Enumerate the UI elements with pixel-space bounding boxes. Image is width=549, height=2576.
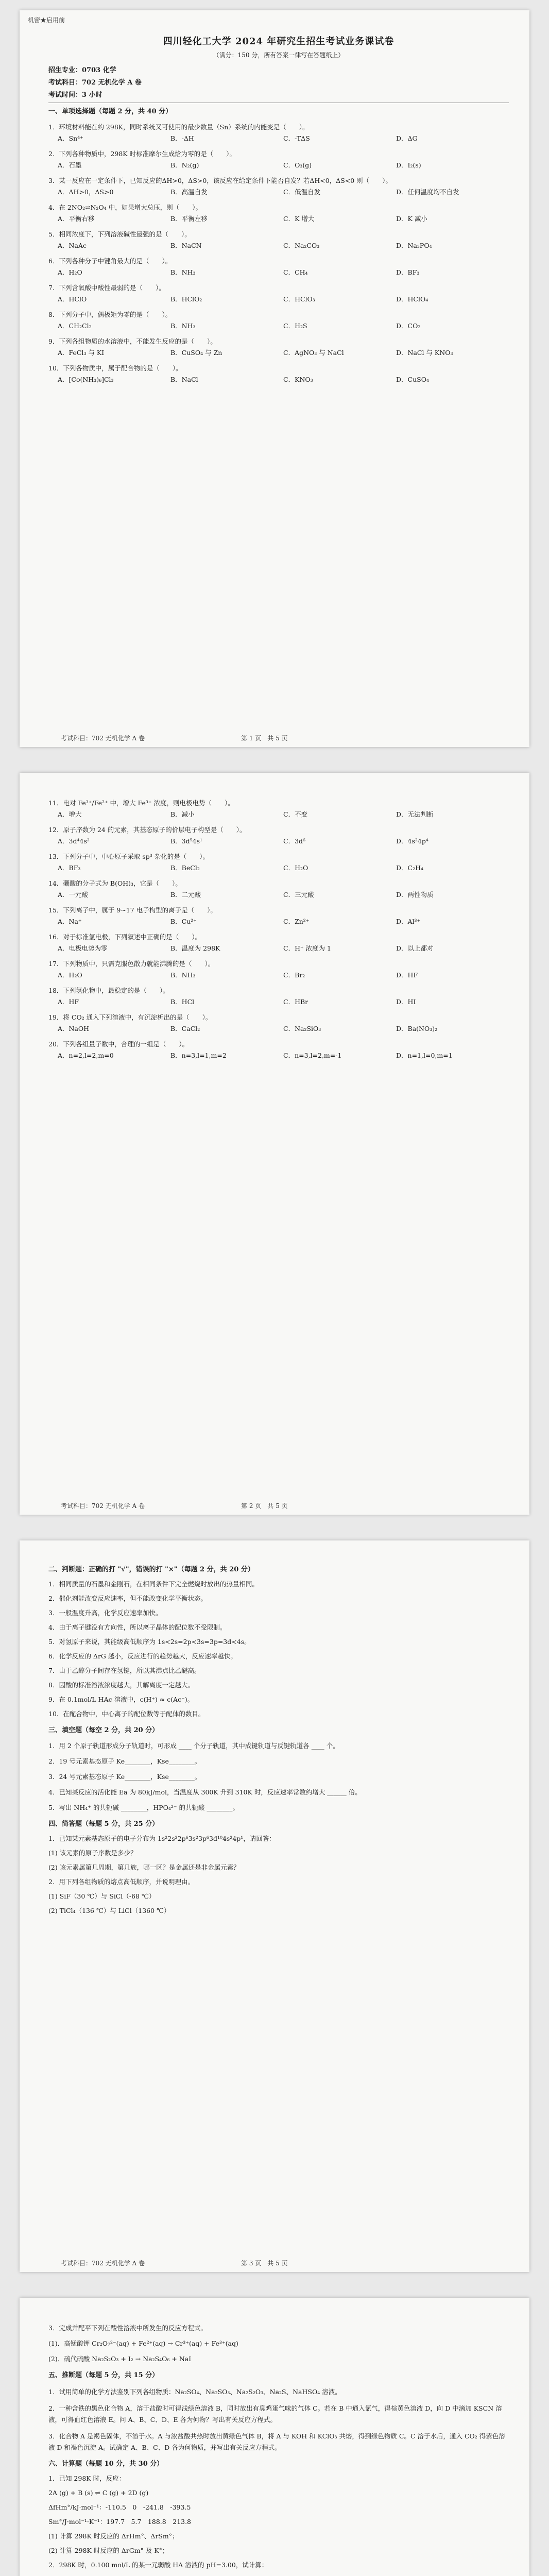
option: C．Br₂ [283,971,305,979]
question-stem: 11．电对 Fe³⁺/Fe²⁺ 中，增大 Fe³⁺ 浓度，则电极电势（ ）。 [48,799,234,807]
calculation-item: Sm°/J·mol⁻¹·K⁻¹：197.7 5.7 188.8 213.8 [48,2518,192,2526]
confidential-header: 机密★启用前 [28,16,65,24]
fill-item: 1．用 2 个原子轨道形成分子轨道时，可形成 ____ 个分子轨道，其中成键轨道与反键轨道各 ____ 个。 [48,1742,339,1750]
option: C．H⁺ 浓度为 1 [283,944,331,952]
judge-item: 3．一般温度升高，化学反应速率加快。 [48,1609,162,1617]
question-stem: 6．下列各种分子中键角最大的是（ ）。 [48,257,172,265]
option: B．高温自发 [170,188,208,196]
option: D．C₂H₄ [396,864,424,872]
option-row [48,1023,509,1035]
fill-item: 4．已知某反应的活化能 Ea 为 80kJ/mol，当温度从 300K 升到 310K 时，反应速率常数约增大 ______ 倍。 [48,1788,362,1796]
judge-list [48,1579,509,1720]
exam-page-4 [20,2298,529,2576]
option: B．HCl [170,998,195,1006]
footer-page-number: 第 2 页 共 5 页 [241,1502,288,1510]
short-answer-item: 2．用下列各组物质的熔点高低顺序，并说明理由。 [48,1878,194,1886]
option-row [48,320,509,332]
option-row [48,1050,509,1061]
short-answer-item: (2) TiCl₄（136 ℃）与 LiCl（1360 ℃） [48,1907,170,1914]
inference-item: 2．一种含铁的黑色化合物 A，溶于盐酸时可得浅绿色溶液 B，同时放出有臭鸡蛋气味的气体 C。若在 B 中通入氯气，得棕黄色溶液 D，向 D 中滴加 KSCN 溶液，可得血红色溶液 E。问 A、B、C、D、E 各为何物？写出有关反应方程式。 [48,2404,502,2424]
question-list [48,122,509,385]
option: A．NaOH [58,1025,90,1032]
option: C．HBr [283,998,308,1006]
option: B．3d⁵4s¹ [170,837,203,845]
option-row [48,347,509,359]
option: C．Na₂SiO₃ [283,1025,321,1032]
option-row [48,294,509,305]
option: B．NaCN [170,242,202,249]
option: C．-TΔS [283,134,310,142]
question-stem: 4．在 2NO₂⇌N₂O₄ 中，如果增大总压，则（ ）。 [48,204,202,211]
equation-item: (2)．硫代硫酸 Na₂S₂O₃ + I₂ → Na₂S₄O₆ + NaI [48,2355,192,2363]
question-stem: 7．下列含氧酸中酸性最弱的是（ ）。 [48,284,165,292]
option: A．H₂O [58,971,82,979]
question-stem: 17．下列物质中，只需克服色散力就能沸腾的是（ ）。 [48,960,215,968]
inference-item: 1．试用简单的化学方法鉴别下列各组物质：Na₂SO₄、Na₂SO₃、Na₂S₂O₃、Na₂S、NaHSO₄ 溶液。 [48,2388,341,2396]
option: A．NaAc [58,242,87,249]
footer-page-number: 第 1 页 共 5 页 [241,735,288,742]
option-row [48,889,509,901]
option: D．CuSO₄ [396,376,429,383]
option: D．两性物质 [396,891,434,899]
option: A．ΔH>0，ΔS>0 [58,188,114,196]
question-list [48,2323,509,2365]
exam-page-1 [20,10,529,747]
judge-item: 1．相同质量的石墨和金刚石，在相同条件下完全燃烧时放出的热量相同。 [48,1580,259,1588]
option-row [48,836,509,847]
option: B．BeCl₂ [170,864,200,872]
option: C．KNO₃ [283,376,313,383]
option-row [48,267,509,278]
judge-item: 8．因酸的标准溶液浓度越大，其解离度一定越大。 [48,1681,194,1689]
option: C．CH₄ [283,268,308,276]
equation-item: (1)．高锰酸钾 Cr₂O₇²⁻(aq) + Fe²⁺(aq) → Cr³⁺(aq) + Fe³⁺(aq) [48,2340,238,2347]
option: C．三元酸 [283,891,314,899]
question-stem: 20．下列各组量子数中，合理的一组是（ ）。 [48,1040,189,1048]
option: B．温度为 298K [170,944,220,952]
option: A．平衡右移 [58,215,95,223]
calculation-item: 2A (g) + B (s) ⇌ C (g) + 2D (g) [48,2489,149,2497]
option: D．BF₃ [396,268,420,276]
option: D．4s²4p⁴ [396,837,428,845]
option: A．3d⁴4s² [58,837,90,845]
exam-note: （满分：150 分，所有答案一律写在答题纸上） [213,52,345,59]
question-stem: 16．对于标准氢电极，下列叙述中正确的是（ ）。 [48,933,202,941]
option: B．HClO₂ [170,295,202,303]
option: A．Sn⁴⁺ [58,134,83,142]
option: D．n=1,l=0,m=1 [396,1052,453,1059]
question-stem: 8．下列分子中，偶极矩为零的是（ ）。 [48,311,172,318]
judge-item: 9．在 0.1mol/L HAc 溶液中，c(H⁺) ≈ c(Ac⁻)。 [48,1696,194,1703]
option: C．Zn²⁺ [283,918,310,925]
question-stem: 10．下列各物质中，属于配合物的是（ ）。 [48,364,182,372]
calculation-item [48,2574,509,2576]
judge-item: 4．由于离子键没有方向性，所以离子晶体的配位数不受限制。 [48,1623,227,1631]
short-answer-item: 1．已知某元素基态原子的电子分布为 1s²2s²2p⁶3s²3p⁶3d¹⁰4s²4p¹，请回答： [48,1835,276,1842]
option: D．K 减小 [396,215,427,223]
option: A．[Co(NH₃)₆]Cl₃ [58,376,114,383]
option: B．平衡左移 [170,215,208,223]
option: A．FeCl₃ 与 KI [58,349,105,357]
short-answer-item: (1) 该元素的原子序数是多少？ [48,1849,137,1857]
option: A．石墨 [58,161,82,169]
section-heading: 四、简答题（每题 5 分，共 25 分） [48,1820,159,1828]
footer-subject: 考试科目：702 无机化学 A 卷 [61,2260,145,2267]
option: A．Na⁺ [58,918,82,925]
exam-page-2 [20,773,529,1515]
option-row [48,862,509,874]
option: B．Cu²⁺ [170,918,197,925]
option: C．H₂S [283,322,307,330]
option: B．-ΔH [170,134,194,142]
option: A．一元酸 [58,891,89,899]
judge-item: 10．在配合物中，中心离子的配位数等于配体的数目。 [48,1710,205,1718]
option: D．HI [396,998,416,1006]
option-row [48,133,509,144]
fill-item: 5．写出 NH₄⁺ 的共轭碱 ________，HPO₄²⁻ 的共轭酸 ________。 [48,1804,239,1811]
calculation-item: 1．已知 298K 时，反应： [48,2475,126,2482]
footer-subject: 考试科目：702 无机化学 A 卷 [61,1502,145,1510]
option-row [48,916,509,927]
judge-item: 7．由于乙醇分子间存在氢键，所以其沸点比乙醚高。 [48,1667,201,1674]
section-heading: 六、计算题（每题 10 分，共 30 分） [48,2460,164,2468]
question-stem: 3．某一反应在一定条件下，已知反应的ΔH>0，ΔS>0，该反应在给定条件下能否自发？若ΔH<0，ΔS<0 则（ ）。 [48,177,392,184]
question-stem: 15．下列离子中，属于 9~17 电子构型的离子是（ ）。 [48,906,217,914]
option: D．Na₃PO₄ [396,242,432,249]
option: C．Na₂CO₃ [283,242,320,249]
exam-page-3 [20,1540,529,2272]
calculation-item: (1) 计算 298K 时反应的 ΔrHm°、ΔrSm°； [48,2532,179,2540]
option: B．NH₃ [170,971,196,979]
equation-item: 3．完成并配平下列在酸性溶液中所发生的反应方程式。 [48,2324,207,2332]
option: A．H₂O [58,268,82,276]
exam-subject: 考试科目：702 无机化学 A 卷 [48,79,142,87]
option: D．CO₂ [396,322,421,330]
footer-subject: 考试科目：702 无机化学 A 卷 [61,735,145,742]
option-row [48,970,509,981]
calculation-item: (2) 计算 298K 时反应的 ΔrGm° 及 K°； [48,2547,169,2554]
option-row [48,809,509,820]
question-stem: 18．下列氢化物中，最稳定的是（ ）。 [48,987,169,994]
option-row [48,240,509,251]
option: B．NaCl [170,376,198,383]
option: A．HF [58,998,79,1006]
option: B．CuSO₄ 与 Zn [170,349,222,357]
short-answer-list [48,1833,509,1917]
section-heading: 五、推断题（每题 5 分，共 15 分） [48,2371,159,2379]
option-row [48,943,509,954]
option: C．O₃(g) [283,161,312,169]
judge-item: 2．催化剂能改变反应速率，但不能改变化学平衡状态。 [48,1595,207,1602]
option-row [48,213,509,225]
option: D．ΔG [396,134,418,142]
option-row [48,374,509,385]
section-heading: 三、填空题（每空 2 分，共 20 分） [48,1726,159,1734]
question-stem: 12．原子序数为 24 的元素，其基态原子的价层电子构型是（ ）。 [48,826,246,834]
question-stem: 2．下列各种物质中，298K 时标准摩尔生成焓为零的是（ ）。 [48,150,236,158]
option: A．BF₃ [58,864,81,872]
option: C．HClO₃ [283,295,315,303]
option-row [48,996,509,1008]
question-stem: 5．相同浓度下，下列溶液碱性最强的是（ ）。 [48,230,191,238]
option: C．K 增大 [283,215,315,223]
option: A．增大 [58,810,82,818]
calculation-item: ΔfHm°/kJ·mol⁻¹：-110.5 0 -241.8 -393.5 [48,2503,191,2511]
option: B．减小 [170,810,195,818]
question-stem: 19．将 CO₂ 通入下列溶液中，有沉淀析出的是（ ）。 [48,1013,212,1021]
option-row [48,160,509,171]
short-answer-item: (1) SiF（30 ℃）与 SiCl（-68 ℃） [48,1892,156,1900]
option: D．任何温度均不自发 [396,188,459,196]
option: D．NaCl 与 KNO₃ [396,349,453,357]
question-stem: 1．环境材料能在约 298K，同时系统又可使用的最少数量（Sn）系统的内能变是（ ）。 [48,123,309,131]
option: B．NH₃ [170,268,196,276]
exam-title: 四川轻化工大学 2024 年研究生招生考试业务课试卷 [163,36,394,47]
option: D．以上都对 [396,944,434,952]
calculation-item: 2．298K 时，0.100 mol/L 的某一元弱酸 HA 溶液的 pH=3.00，试计算： [48,2561,268,2569]
option: C．不变 [283,810,308,818]
short-answer-item: (2) 该元素属第几周期，第几族，哪一区？是金属还是非金属元素？ [48,1863,240,1871]
option: B．二元酸 [170,891,201,899]
exam-unit: 招生专业：0703 化学 [48,66,116,74]
option: C．3d⁶ [283,837,306,845]
option: D．无法判断 [396,810,434,818]
option: B．n=3,l=1,m=2 [170,1052,227,1059]
question-list [48,798,509,1061]
option-row [48,187,509,198]
option: C．AgNO₃ 与 NaCl [283,349,344,357]
option: D．Ba(NO₃)₂ [396,1025,438,1032]
option: A．电极电势为零 [58,944,108,952]
section-heading: 一、单项选择题（每题 2 分，共 40 分） [48,108,173,115]
inference-item: 3．化合物 A 是褐色固体，不溶于水。A 与浓盐酸共热时放出黄绿色气体 B，将 A 与 KOH 和 KClO₃ 共熔，得到绿色物质 C。C 溶于水后，通入 CO₂ 得紫色溶液 D 和褐色沉淀 A。试确定 A、B、C、D 各为何物质，并写出有关反应方程式。 [48,2432,505,2451]
option: A．n=2,l=2,m=0 [58,1052,114,1059]
option: D．HClO₄ [396,295,428,303]
calculation-list [48,2473,509,2576]
inference-list [48,2386,509,2453]
judge-item: 5．对氢原子来说，其能级高低顺序为 1s<2s=2p<3s=3p=3d<4s。 [48,1638,251,1646]
option: C．低温自发 [283,188,321,196]
footer-page-number: 第 3 页 共 5 页 [241,2260,288,2267]
question-stem: 13．下列分子中，中心原子采取 sp³ 杂化的是（ ）。 [48,853,210,860]
option: C．H₂O [283,864,308,872]
option: A．HClO [58,295,87,303]
question-stem: 14．硼酸的分子式为 B(OH)₃，它是（ ）。 [48,879,182,887]
option: D．Al³⁺ [396,918,421,925]
question-stem: 9．下列各组物质的水溶液中，不能发生反应的是（ ）。 [48,337,217,345]
section-heading: 二、判断题：正确的打 "√"，错误的打 "×"（每题 2 分，共 20 分） [48,1566,254,1573]
option: B．NH₃ [170,322,196,330]
fill-list [48,1740,509,1814]
option: D．HF [396,971,418,979]
exam-time: 考试时间：3 小时 [48,91,102,99]
option: B．CaCl₂ [170,1025,200,1032]
option: B．N₂(g) [170,161,199,169]
option: A．CH₂Cl₂ [58,322,92,330]
judge-item: 6．化学反应的 ΔrG 越小，反应进行的趋势越大，反应速率越快。 [48,1652,237,1660]
fill-item: 3．24 号元素基态原子 Ke________，Kse________。 [48,1773,201,1781]
fill-item: 2．19 号元素基态原子 Ke________，Kse________。 [48,1757,201,1765]
option: C．n=3,l=2,m=-1 [283,1052,342,1059]
option: D．I₂(s) [396,161,421,169]
